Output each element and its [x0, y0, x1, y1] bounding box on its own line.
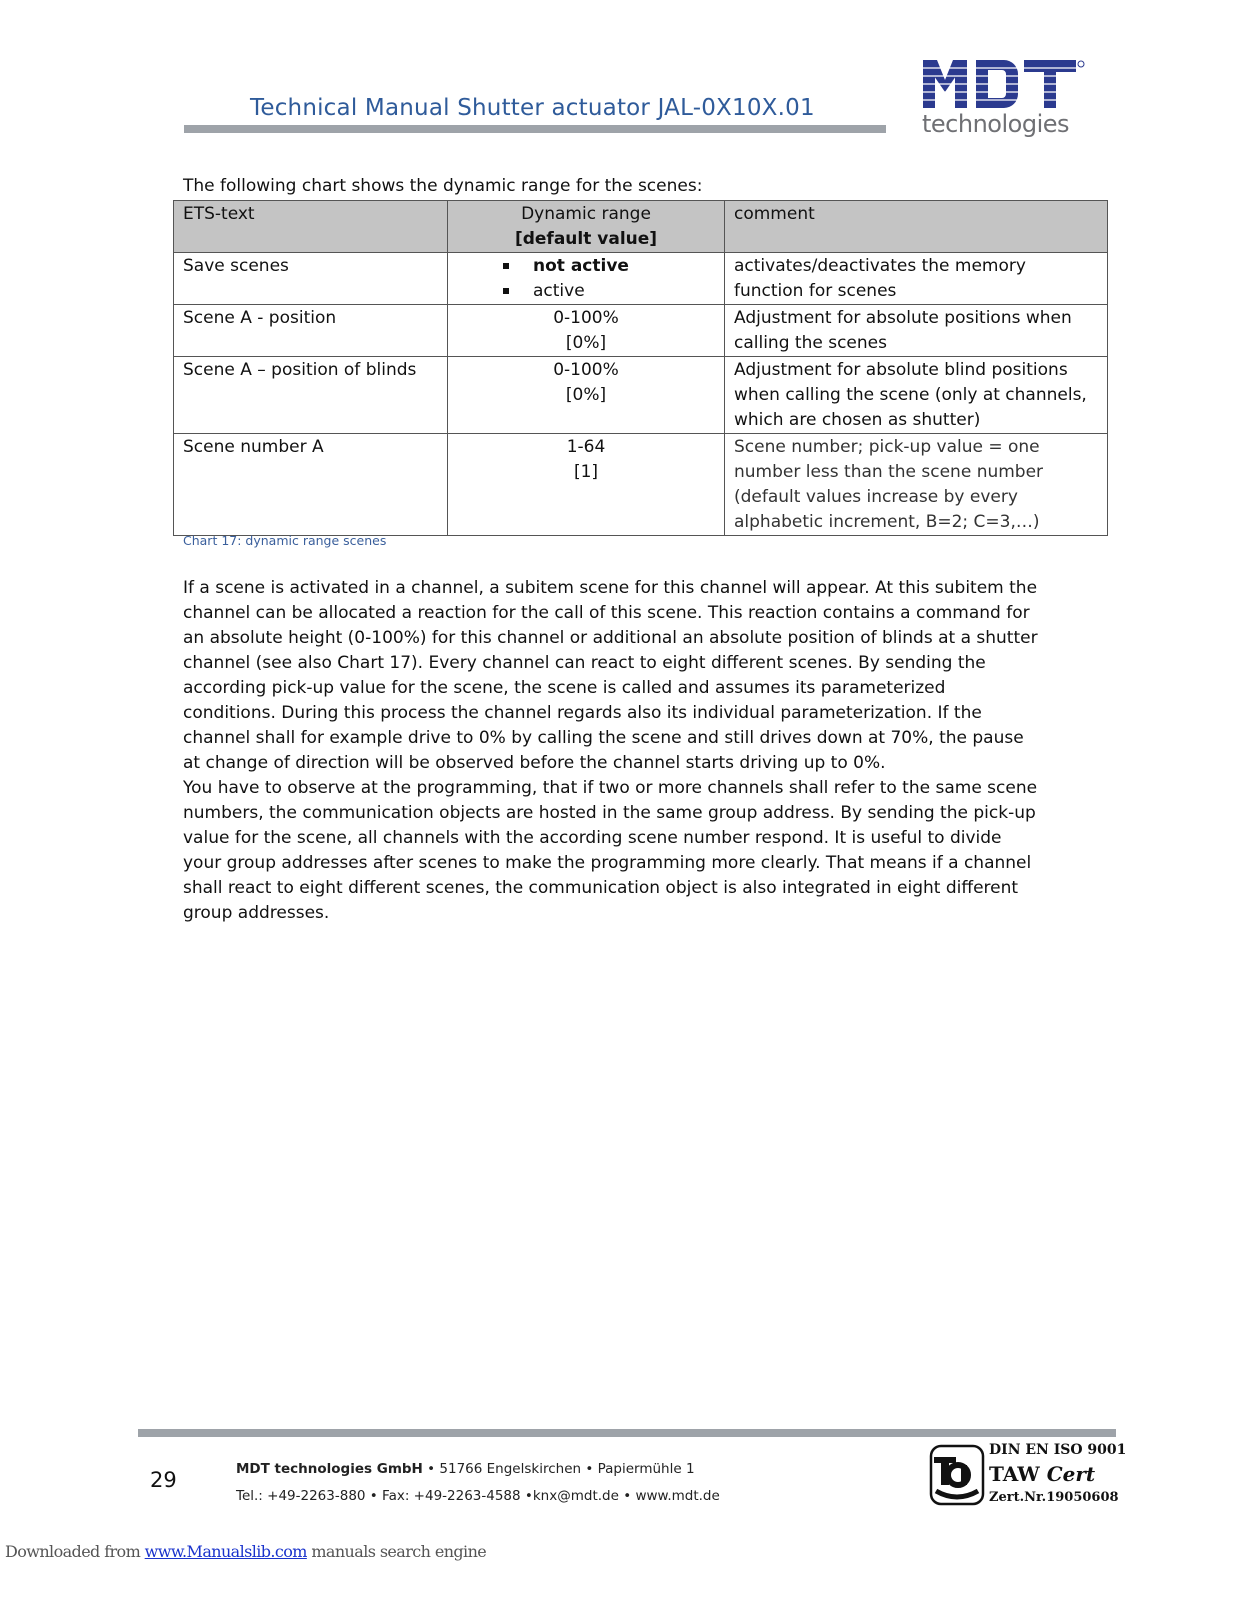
cell-ets: Save scenes [174, 253, 448, 305]
cell-range: 0-100% [0%] [448, 357, 725, 434]
paragraph: You have to observe at the programming, that if two or more channels shall refer to the same scene numbers, the communication objects are hosted in the same group address. By sending the pick-up value for the scene, all channels with the according scene number respond. It is useful to divide your group addresses after scenes to make the programming more clearly. That means if a channel shall react to eight different scenes, the communication object is also integrated in eight different group addresses. [183, 778, 1038, 923]
intro-text: The following chart shows the dynamic range for the scenes: [183, 176, 703, 196]
cell-comment: Scene number; pick-up value = one number less than the scene number (default values increase by every alphabetic increment, B=2; C=3,…) [725, 434, 1108, 536]
cell-range: 0-100% [0%] [448, 305, 725, 357]
header-dynamic-range: Dynamic range [default value] [448, 201, 725, 253]
list-item: not active [497, 254, 715, 279]
header-ets-text: ETS-text [174, 201, 448, 253]
table-row [174, 305, 1108, 357]
cell-comment: Adjustment for absolute positions when calling the scenes [725, 305, 1108, 357]
footer-contact: Tel.: +49-2263-880 • Fax: +49-2263-4588 •knx@mdt.de • www.mdt.de [236, 1488, 720, 1504]
cert-line-1: DIN EN ISO 9001 [989, 1442, 1127, 1458]
header-divider [184, 125, 886, 133]
table-row [174, 357, 1108, 434]
body-text [183, 576, 1043, 926]
page-number: 29 [150, 1468, 177, 1492]
table-row [174, 253, 1108, 305]
table-header-row [174, 201, 1108, 253]
cell-comment: Adjustment for absolute blind positions when calling the scene (only at channels, which are chosen as shutter) [725, 357, 1108, 434]
cell-range: 1-64 [1] [448, 434, 725, 536]
cert-line-3: Zert.Nr.19050608 [989, 1490, 1119, 1505]
cell-range [448, 253, 725, 305]
scenes-table [173, 200, 1108, 536]
table-row [174, 434, 1108, 536]
logo-subtitle: technologies [922, 110, 1069, 138]
table-caption: Chart 17: dynamic range scenes [183, 533, 387, 548]
download-note: Downloaded from www.Manualslib.com manuals search engine [5, 1542, 487, 1561]
cell-ets: Scene A - position [174, 305, 448, 357]
cell-ets: Scene number A [174, 434, 448, 536]
paragraph: If a scene is activated in a channel, a subitem scene for this channel will appear. At this subitem the channel can be allocated a reaction for the call of this scene. This reaction contains a command for an absolute height (0-100%) for this channel or additional an absolute position of blinds at a shutter channel (see also Chart 17). Every channel can react to eight different scenes. By sending the according pick-up value for the scene, the scene is called and assumes its parameterized conditions. During this process the channel regards also its individual parameterization. If the channel shall for example drive to 0% by calling the scene and still drives down at 70%, the pause at change of direction will be observed before the channel starts driving up to 0%. [183, 578, 1038, 773]
list-item: active [497, 279, 715, 304]
footer-divider [138, 1429, 1116, 1437]
cert-line-2: TAW Cert [989, 1462, 1096, 1486]
cell-comment: activates/deactivates the memory function for scenes [725, 253, 1108, 305]
footer-address: MDT technologies GmbH • 51766 Engelskirchen • Papiermühle 1 [236, 1461, 695, 1477]
manualslib-link[interactable]: www.Manualslib.com [144, 1542, 307, 1561]
cell-ets: Scene A – position of blinds [174, 357, 448, 434]
option-list [457, 254, 715, 304]
header-comment: comment [725, 201, 1108, 253]
page-title: Technical Manual Shutter actuator JAL-0X10X.01 [250, 95, 815, 121]
